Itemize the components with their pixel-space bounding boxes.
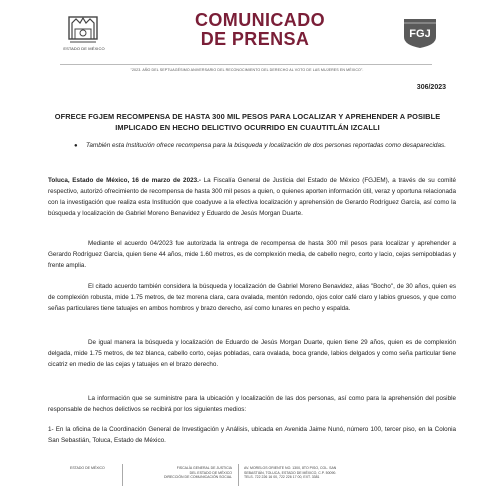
footer-agency-line-1: FISCALÍA GENERAL DE JUSTICIA (176, 466, 232, 470)
footer-address-line-1: AV. MORELOS ORIENTE NO. 1300, 8TO PISO, COL. SAN (244, 466, 337, 470)
title-line-1: COMUNICADO (195, 10, 325, 30)
paragraph-1-text: La Fiscalía General de Justicia del Estado de México (FGJEM), a través de su comité respectivo, autorizó ofrecimiento de recompensa de hasta 300 mil pesos a quien, o quienes aporten información útil, veraz y oportuna relacionada con la investigación que realiza esta Institución que coadyuve a la efectiva localización y aprehensión de Gerardo Rodríguez García, así como la búsqueda y localización de Gabriel Moreno Benavidez y Eduardo de Jesús Morgan Duarte. (48, 177, 456, 217)
footer-state (70, 466, 118, 471)
title-line-2: DE PRENSA (200, 29, 310, 49)
state-seal-icon (66, 13, 100, 45)
footer-divider-1 (122, 464, 123, 486)
paragraph-4: De igual manera la búsqueda y localización de Eduardo de Jesús Morgan Duarte, quien tiene 29 años, quien es de complexión delgada, mide 1.75 metros, de tez blanca, cabello corto, cejas pobladas, cara ovalada, boca grande, labios delgados y como seña particular tiene cicatriz en medio de las cejas y tatuajes en el brazo derecho. (48, 339, 456, 368)
dateline: Toluca, Estado de México, 16 de marzo de 2023.- (48, 177, 201, 184)
fgj-shield-icon (400, 17, 440, 49)
paragraph-3: El citado acuerdo también considera la búsqueda y localización de Gabriel Moreno Benavidez, alias "Bocho", de 30 años, quien es de complexión robusta, mide 1.75 metros, de tez morena clara, cara ovalada, mentón redondo, ojos color café claro y labios gruesos, y que como señas particulares tiene tatuajes en ambos hombros y brazo derecho, así como lunares en pecho y espalda. (48, 283, 456, 312)
fgj-logo (400, 17, 440, 49)
paragraph-6: 1- En la oficina de la Coordinación General de Investigación y Análisis, ubicada en Avenida Jaime Nunó, número 100, tercer piso, en la Colonia San Sebastián, Toluca, Estado de México. (48, 426, 456, 444)
footer-agency-line-2: DEL ESTADO DE MÉXICO (189, 470, 232, 475)
subheadline: También esta Institución ofrece recompensa para la búsqueda y localización de dos personas reportadas como desaparecidas. (86, 142, 446, 149)
header-motto: "2023. AÑO DEL SEPTUAGÉSIMO ANIVERSARIO DEL RECONOCIMIENTO DEL DERECHO AL VOTO DE LAS MUJERES EN MÉXICO". (130, 68, 364, 72)
logo-text: FGJ (409, 28, 431, 40)
footer-address (244, 466, 394, 480)
footer-address-line-2: SEBASTIÁN, TOLUCA, ESTADO DE MÉXICO, C.P. 50090. (244, 470, 337, 475)
header-divider (60, 64, 432, 65)
paragraph-2: Mediante el acuerdo 04/2023 fue autorizada la entrega de recompensa de hasta 300 mil pesos para localizar y aprehender a Gerardo Rodríguez García, quien tiene 44 años, mide 1.60 metros, es de complexión media, de cabello negro, corto y lacio, cejas semipobladas y frente amplia. (48, 240, 456, 269)
paragraph-1 (48, 175, 456, 219)
bullet-icon: ● (74, 143, 78, 149)
state-label: ESTADO DE MÉXICO (63, 46, 105, 51)
headline: OFRECE FGJEM RECOMPENSA DE HASTA 300 MIL PESOS PARA LOCALIZAR Y APREHENDER A POSIBLE IMPLICADO EN HECHO DELICTIVO OCURRIDO EN CUAUTITLÁN IZCALLI (54, 112, 441, 132)
footer-state-label: ESTADO DE MÉXICO (70, 466, 105, 470)
footer-address-line-3: TELS. 722 226 16 00, 722 226 17 00, EXT. 3381 (244, 475, 320, 480)
footer-agency-line-3: DIRECCIÓN DE COMUNICACIÓN SOCIAL (163, 475, 232, 480)
bulletin-number: 306/2023 (416, 84, 446, 91)
page-title (195, 10, 325, 49)
paragraph-5: La información que se suministre para la ubicación y localización de las dos personas, así como para la aprehensión del posible responsable de hechos delictivos se recibirá por los siguientes medios: (48, 395, 456, 413)
footer-divider-2 (238, 464, 239, 486)
footer-agency (127, 466, 232, 480)
